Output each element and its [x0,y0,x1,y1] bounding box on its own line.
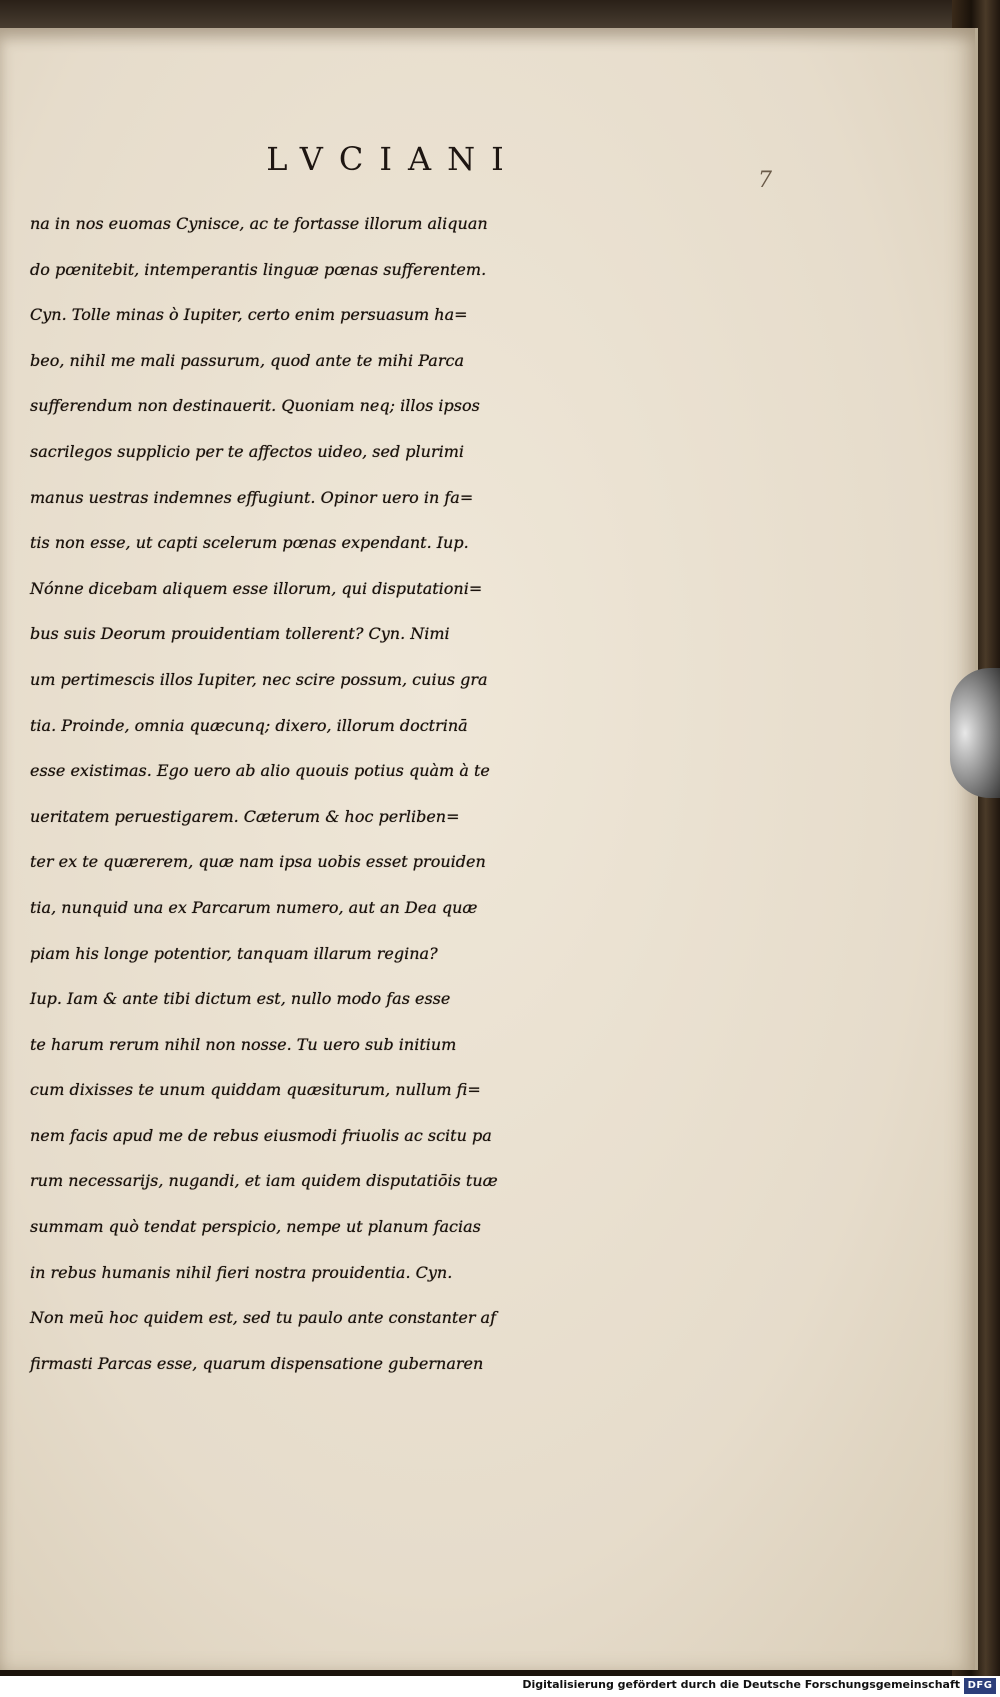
text-line: esse existimas. Ego uero ab alio quouis potius quàm à te [30,761,490,781]
text-line: cum dixisses te unum quiddam quæsiturum, nullum fi= [30,1080,481,1100]
text-line: piam his longe potentior, tanquam illarum regina? [30,943,438,963]
text-line: Non meū hoc quidem est, sed tu paulo ante constanter af [30,1308,497,1328]
text-line: te harum rerum nihil non nosse. Tu uero sub initium [30,1034,457,1054]
text-line: Iup. Iam & ante tibi dictum est, nullo modo fas esse [30,989,451,1009]
text-line: Cyn. Tolle minas ò Iupiter, certo enim persuasum ha= [30,305,468,325]
text-line: um pertimescis illos Iupiter, nec scire possum, cuius gra [30,669,488,689]
body-text [30,201,750,1386]
text-line: tis non esse, ut capti scelerum pœnas expendant. Iup. [30,533,469,553]
text-line: in rebus humanis nihil fieri nostra prouidentia. Cyn. [30,1262,453,1282]
text-line: nem facis apud me de rebus eiusmodi friuolis ac scitu pa [30,1125,492,1145]
text-line: bus suis Deorum prouidentiam tollerent? Cyn. Nimi [30,624,450,644]
book-page [0,28,978,1670]
text-line: sacrilegos supplicio per te affectos uideo, sed plurimi [30,441,465,461]
text-line: manus uestras indemnes effugiunt. Opinor uero in fa= [30,487,474,507]
text-line: tia. Proinde, omnia quæcunq; dixero, illorum doctrinā [30,715,468,735]
folio-number: 7 [758,168,772,193]
text-line: ueritatem peruestigarem. Cæterum & hoc perliben= [30,806,460,826]
text-line: tia, nunquid una ex Parcarum numero, aut an Dea quæ [30,897,478,917]
text-line: ter ex te quærerem, quæ nam ipsa uobis esset prouiden [30,852,486,872]
text-line: Nónne dicebam aliquem esse illorum, qui disputationi= [30,578,483,598]
funding-credit: Digitalisierung gefördert durch die Deutsche Forschungsgemeinschaft [522,1678,960,1691]
running-head: LVCIANI [266,140,520,178]
digitization-footer [0,1676,1000,1697]
text-line: summam quò tendat perspicio, nempe ut planum facias [30,1217,481,1237]
text-line: rum necessarijs, nugandi, et iam quidem disputatiōis tuæ [30,1171,498,1191]
text-line: firmasti Parcas esse, quarum dispensatione gubernaren [30,1353,484,1373]
text-line: do pœnitebit, intemperantis linguæ pœnas sufferentem. [30,259,487,279]
text-line: na in nos euomas Cynisce, ac te fortasse illorum aliquan [30,214,488,233]
page-clip [950,668,1000,798]
text-line: beo, nihil me mali passurum, quod ante te mihi Parca [30,350,464,370]
dfg-logo: DFG [964,1678,996,1694]
text-line: sufferendum non destinauerit. Quoniam neq; illos ipsos [30,396,480,416]
